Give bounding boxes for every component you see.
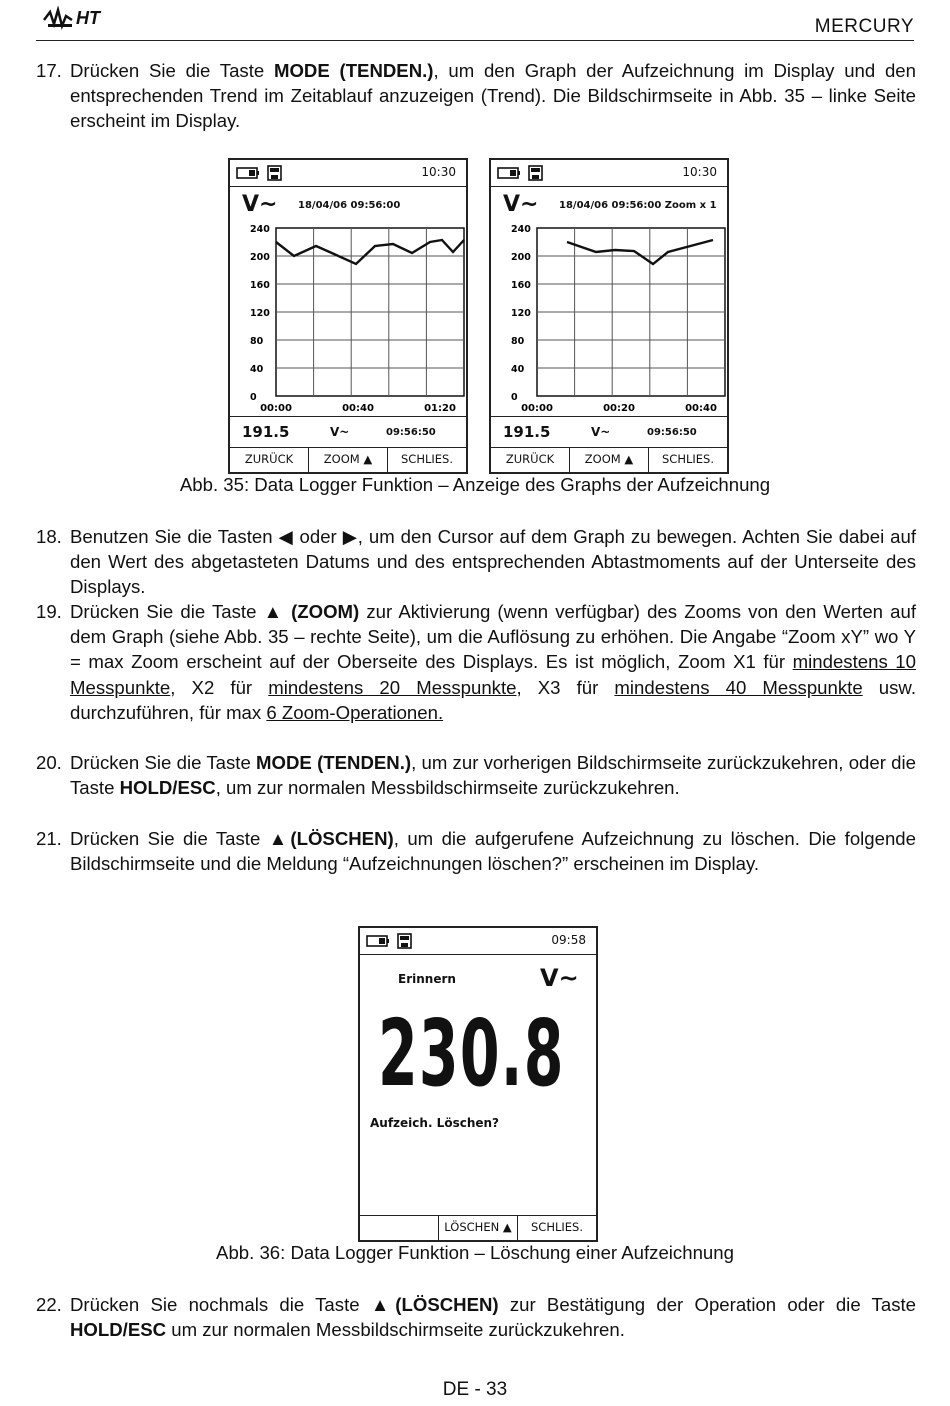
status-bar [360, 928, 596, 955]
status-bar [230, 160, 466, 187]
key-name: HOLD/ESC [119, 777, 216, 799]
step-text: Drücken Sie die Taste [70, 752, 257, 773]
status-bar [491, 160, 727, 187]
device-screen-left [228, 158, 468, 474]
y-tick-label: 240 [511, 224, 531, 235]
x-tick-label: 00:40 [342, 403, 374, 414]
step-number: 17. [36, 60, 62, 81]
step-number: 18. [36, 526, 62, 547]
step-text: , um zur vorherigen Bildschirmseite zurückzukehren, oder die Taste [70, 752, 916, 799]
step-20 [36, 750, 916, 800]
document-title: MERCURY [814, 16, 914, 37]
timestamp: 18/04/06 09:56:00 [298, 200, 401, 211]
clock: 09:58 [551, 933, 586, 947]
figure-35-caption: Abb. 35: Data Logger Funktion – Anzeige des Graphs der Aufzeichnung [179, 474, 771, 495]
step-number: 22. [36, 1294, 62, 1315]
key-name: MODE (TENDEN.) [273, 60, 434, 81]
softkey-close[interactable]: SCHLIES. [517, 1216, 596, 1240]
x-tick-label: 01:20 [424, 403, 456, 414]
step-text: Benutzen Sie die Tasten [70, 526, 279, 547]
y-tick-label: 160 [511, 280, 531, 291]
battery-memory-icon [497, 165, 545, 182]
underlined-text: mindestens 20 Messpunkte [268, 676, 517, 698]
underlined-text: mindestens 40 Messpunkte [614, 676, 863, 698]
underlined-text: mindestens 10 Messpunkte [70, 651, 916, 698]
step-text: zur Bestätigung der Operation oder die Taste [498, 1294, 917, 1315]
x-tick-label: 00:00 [521, 403, 553, 414]
step-text: Drücken Sie die Taste [70, 60, 274, 81]
cursor-time: 09:56:50 [386, 427, 436, 438]
y-tick-label: 120 [511, 308, 531, 319]
softkey-bar [360, 1215, 596, 1240]
y-tick-label: 240 [250, 224, 270, 235]
y-tick-label: 80 [250, 336, 264, 347]
y-tick-label: 120 [250, 308, 270, 319]
softkey-delete[interactable]: LÖSCHEN ▲ [438, 1216, 517, 1240]
cursor-value: 191.5 [242, 423, 290, 441]
key-name: HOLD/ESC [70, 1319, 167, 1341]
cursor-unit: V~ [591, 425, 611, 439]
device-screen-delete [358, 926, 598, 1242]
softkey-close[interactable]: SCHLIES. [387, 448, 466, 472]
delete-prompt: Aufzeich. Löschen? [370, 1116, 500, 1130]
step-text: , um den Cursor auf dem Graph zu bewegen. Achten Sie dabei auf den Wert des abgetasteten Datums und des entsprechenden Abtastmoments auf der Unterseite des Displays. [70, 526, 917, 598]
y-tick-label: 80 [511, 336, 525, 347]
y-tick-label: 200 [511, 252, 531, 263]
measured-value: 230.8 [378, 1000, 565, 1107]
x-tick-label: 00:00 [260, 403, 292, 414]
left-arrow-icon: ◀ [278, 526, 294, 547]
trend-line [567, 240, 713, 264]
page-header [36, 4, 914, 41]
clock: 10:30 [421, 165, 456, 179]
underlined-text: 6 Zoom-Operationen. [266, 701, 444, 723]
right-arrow-icon: ▶ [342, 526, 358, 547]
step-text: usw. durchzuführen, für max [70, 676, 916, 723]
step-text: zur Aktivierung (wenn verfügbar) des Zooms von den Werten auf dem Graph (siehe Abb. 35 – rechte Seite), um die Auflösung zu erhöhen. Die Angabe “Zoom xY” wo Y = max Zoom erscheint auf der Oberseite des Displays. Es ist möglich, Zoom X1 für [70, 601, 917, 673]
page-number: DE - 33 [442, 1379, 508, 1400]
step-text: , um den Graph der Aufzeichnung im Display und den entsprechenden Trend im Zeitablauf anzuzeigen (Trend). Die Bildschirmseite in Abb. 35 – linke Seite erscheint im Display. [70, 60, 916, 132]
unit-label: V~ [242, 192, 278, 217]
step-text: , X3 für [516, 676, 615, 698]
key-name: ▲ (ZOOM) [263, 601, 360, 622]
step-number: 19. [36, 601, 62, 622]
step-18 [36, 524, 916, 600]
softkey-bar [230, 447, 466, 472]
step-19 [36, 599, 916, 725]
step-text: , um zur normalen Messbildschirmseite zurückzukehren. [215, 777, 680, 799]
trend-line [276, 240, 464, 264]
key-name: ▲(LÖSCHEN) [370, 1294, 499, 1315]
battery-memory-icon [366, 933, 414, 950]
x-tick-label: 00:40 [685, 403, 717, 414]
step-text: , X2 für [170, 676, 269, 698]
step-text: Drücken Sie die Taste [70, 601, 264, 622]
cursor-time: 09:56:50 [647, 427, 697, 438]
readout-bar [230, 416, 466, 447]
step-22 [36, 1292, 916, 1342]
key-name: ▲(LÖSCHEN) [268, 828, 394, 849]
y-tick-label: 40 [511, 364, 525, 375]
step-text: , um die aufgerufene Aufzeichnung zu löschen. Die folgende Bildschirmseite und die Meldung “Aufzeichnungen löschen?” erscheinen im Display. [70, 828, 916, 875]
cursor-unit: V~ [330, 425, 350, 439]
y-tick-label: 0 [511, 392, 518, 403]
step-text: oder [293, 526, 343, 547]
trend-graph [230, 220, 466, 416]
cursor-value: 191.5 [503, 423, 551, 441]
y-tick-label: 200 [250, 252, 270, 263]
step-text: Drücken Sie nochmals die Taste [70, 1294, 371, 1315]
softkey-zoom[interactable]: ZOOM ▲ [308, 448, 387, 472]
step-text: Drücken Sie die Taste [70, 828, 269, 849]
y-tick-label: 40 [250, 364, 264, 375]
x-tick-label: 00:20 [603, 403, 635, 414]
battery-memory-icon [236, 165, 284, 182]
unit-label: V~ [503, 192, 539, 217]
trend-graph [491, 220, 727, 416]
softkey-empty [360, 1216, 438, 1240]
readout-bar [491, 416, 727, 447]
logo-text: HT [76, 8, 100, 28]
step-21 [36, 826, 916, 876]
softkey-back[interactable]: ZURÜCK [505, 452, 555, 466]
softkey-close[interactable]: SCHLIES. [648, 448, 727, 472]
figure-36-caption: Abb. 36: Data Logger Funktion – Löschung einer Aufzeichnung [216, 1242, 734, 1263]
unit-label: V~ [540, 964, 579, 992]
softkey-bar [491, 447, 727, 472]
step-17 [36, 58, 916, 134]
y-tick-label: 160 [250, 280, 270, 291]
timestamp: 18/04/06 09:56:00 Zoom x 1 [559, 200, 717, 211]
step-text: um zur normalen Messbildschirmseite zurückzukehren. [166, 1319, 625, 1341]
softkey-back[interactable]: ZURÜCK [244, 452, 294, 466]
step-number: 21. [36, 828, 62, 849]
device-screen-right [489, 158, 729, 474]
clock: 10:30 [682, 165, 717, 179]
step-number: 20. [36, 752, 62, 773]
recall-label: Erinnern [398, 972, 456, 986]
softkey-zoom[interactable]: ZOOM ▲ [569, 448, 648, 472]
key-name: MODE (TENDEN.) [256, 752, 412, 773]
y-tick-label: 0 [250, 392, 257, 403]
